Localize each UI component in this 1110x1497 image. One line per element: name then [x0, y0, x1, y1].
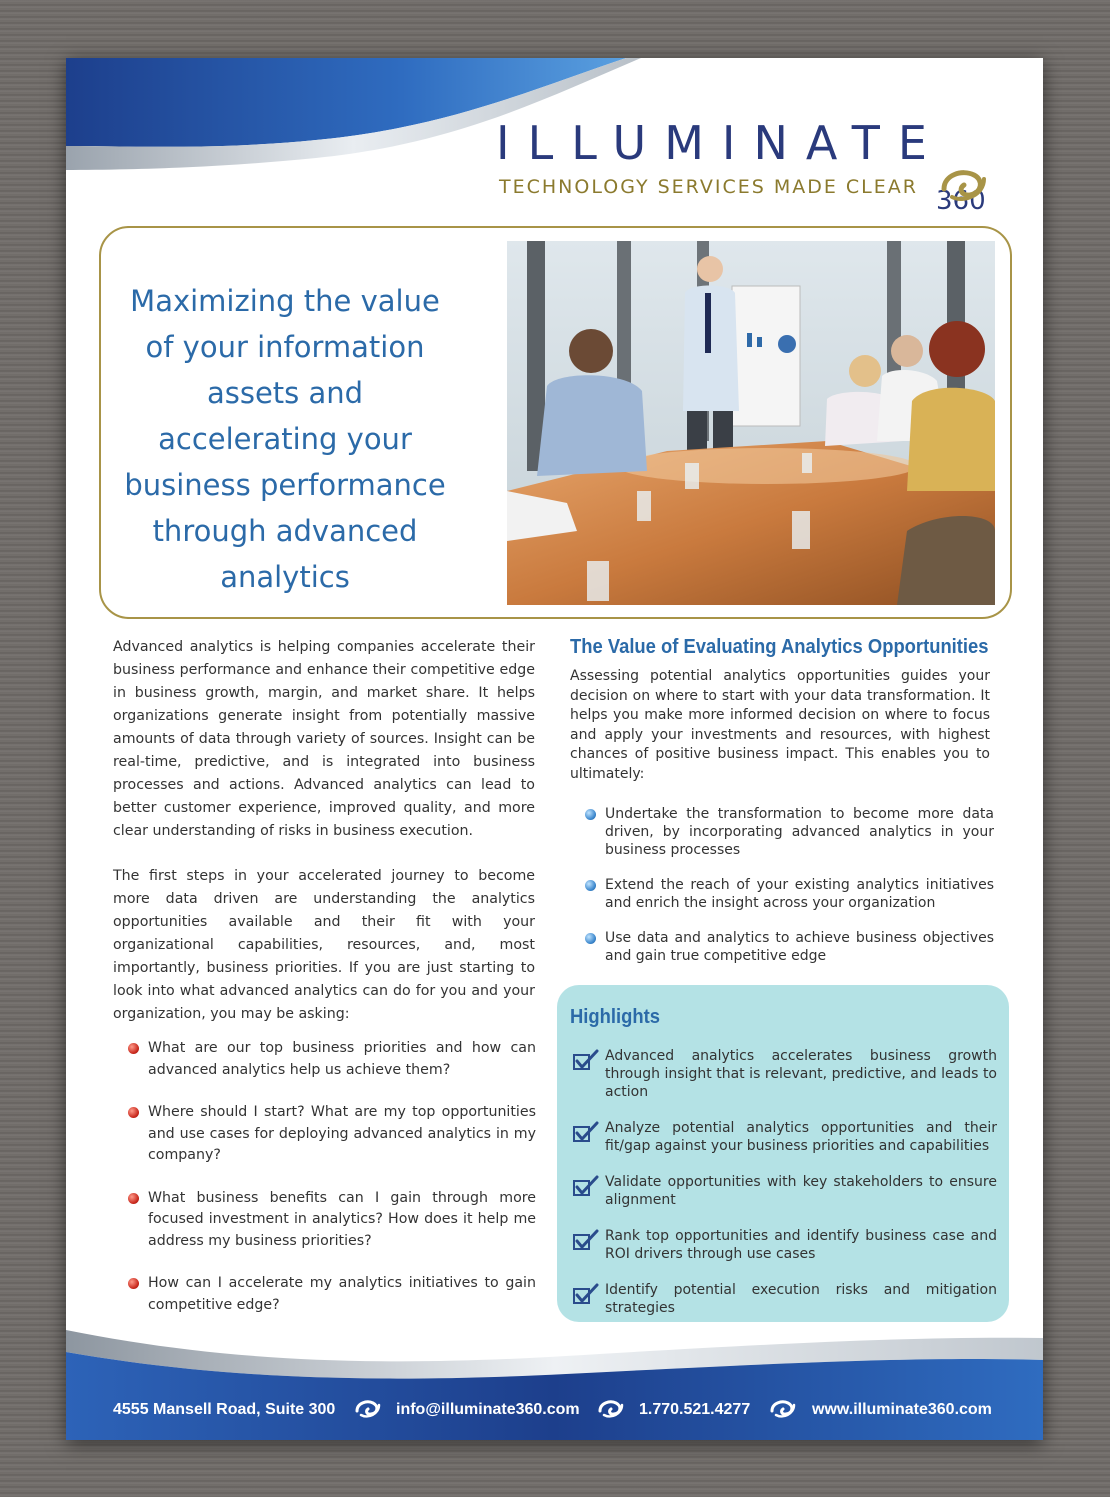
- highlights-box: [557, 985, 1009, 1322]
- intro-text: [113, 636, 535, 1048]
- list-item: Identify potential execution risks and mitigation strategies: [571, 1281, 997, 1317]
- list-item: Advanced analytics accelerates business growth through insight that is relevant, predictive, and leads to action: [571, 1047, 997, 1101]
- checkbox-check-icon: [573, 1175, 599, 1197]
- brand-tagline: TECHNOLOGY SERVICES MADE CLEAR: [499, 176, 918, 198]
- value-section-text: Assessing potential analytics opportunities guides your decision on where to start with your data transformation. It helps you make more informed decision on where to focus and apply your investments and resources, with highest chances of positive business impact. This enables you to ultimately:: [570, 668, 990, 782]
- red-bullet-icon: [128, 1278, 139, 1289]
- blue-bullet-icon: [585, 880, 596, 891]
- swirl-icon: [354, 1398, 382, 1420]
- footer-contact: [66, 1388, 1043, 1428]
- brand-number: 360: [936, 186, 986, 216]
- checkbox-check-icon: [573, 1229, 599, 1251]
- footer-website[interactable]: www.illuminate360.com: [812, 1401, 992, 1418]
- list-item: Where should I start? What are my top opportunities and use cases for deploying advanced analytics in my company?: [126, 1102, 536, 1167]
- list-item: Undertake the transformation to become more data driven, by incorporating advanced analytics in your business processes: [582, 805, 994, 859]
- list-item: What are our top business priorities and how can advanced analytics help us achieve them?: [126, 1038, 536, 1081]
- footer-phone[interactable]: 1.770.521.4277: [639, 1401, 751, 1418]
- blue-bullet-icon: [585, 809, 596, 820]
- brand-name: ILLUMINATE: [496, 116, 945, 170]
- meeting-photo: [507, 241, 995, 605]
- footer-email[interactable]: info@illuminate360.com: [396, 1401, 580, 1418]
- list-item: Analyze potential analytics opportunities and their fit/gap against your business priorities and capabilities: [571, 1119, 997, 1155]
- intro-paragraph-2: The first steps in your accelerated journey to become more data driven are understanding the analytics opportunities available and their fit with your organizational capabilities, resources, and, most importantly, business priorities. If you are just starting to look into what advanced analytics can do for you and your organization, you may be asking:: [113, 868, 535, 1022]
- red-bullet-icon: [128, 1043, 139, 1054]
- list-item: What business benefits can I gain through more focused investment in analytics? How does it help me address my business priorities?: [126, 1188, 536, 1253]
- checkbox-check-icon: [573, 1121, 599, 1143]
- intro-paragraph-1: Advanced analytics is helping companies accelerate their business performance and enhance their competitive edge in business growth, margin, and market share. It helps organizations generate insight from potentially massive amounts of data through variety of sources. Insight can be real-time, predictive, and is integrated into business processes and actions. Advanced analytics can lead to better customer experience, improved quality, and more clear understanding of risks in business execution.: [113, 639, 535, 839]
- highlights-list: [571, 1047, 997, 1335]
- footer-address: 4555 Mansell Road, Suite 300: [113, 1401, 336, 1418]
- list-item: Extend the reach of your existing analytics initiatives and enrich the insight across your organization: [582, 876, 994, 912]
- swirl-icon: [597, 1398, 625, 1420]
- flyer-sheet: [66, 58, 1043, 1440]
- list-item: Validate opportunities with key stakeholders to ensure alignment: [571, 1173, 997, 1209]
- brand-logo: [496, 116, 996, 216]
- swirl-logo-icon: [938, 165, 990, 205]
- checkbox-check-icon: [573, 1283, 599, 1305]
- list-item: How can I accelerate my analytics initiatives to gain competitive edge?: [126, 1273, 536, 1316]
- swirl-icon: [769, 1398, 797, 1420]
- hero-title: Maximizing the value of your information assets and accelerating your business performance through advanced analytics: [124, 284, 446, 594]
- question-list: [126, 1038, 536, 1337]
- blue-bullet-icon: [585, 933, 596, 944]
- value-section-title: The Value of Evaluating Analytics Opportunities: [570, 636, 989, 658]
- red-bullet-icon: [128, 1107, 139, 1118]
- hero-section: [99, 226, 1012, 619]
- list-item: Use data and analytics to achieve business objectives and gain true competitive edge: [582, 929, 994, 965]
- checkbox-check-icon: [573, 1049, 599, 1071]
- value-section: [570, 636, 990, 785]
- red-bullet-icon: [128, 1193, 139, 1204]
- value-bullets: [582, 805, 994, 982]
- list-item: Rank top opportunities and identify business case and ROI drivers through use cases: [571, 1227, 997, 1263]
- highlights-title: Highlights: [570, 1006, 660, 1028]
